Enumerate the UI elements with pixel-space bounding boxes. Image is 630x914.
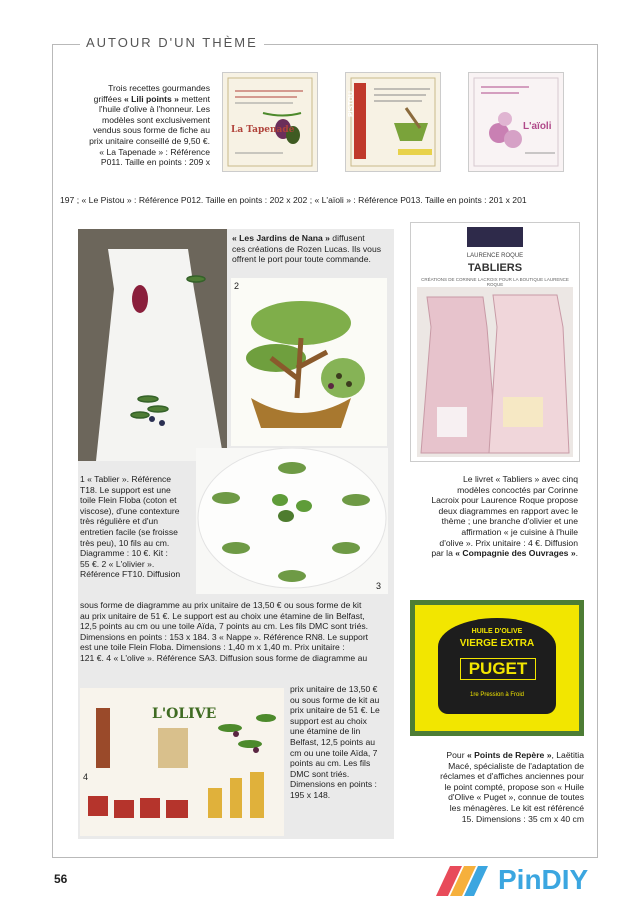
text-line: deux diagrammes en rapport avec le bbox=[438, 505, 578, 516]
text-line: P011. Taille en points : 209 x bbox=[100, 157, 210, 168]
puget-label-mid: VIERGE EXTRA bbox=[459, 638, 535, 649]
text-line: 1 « Tablier ». Référence bbox=[80, 474, 172, 484]
booklet-title: TABLIERS bbox=[467, 262, 523, 274]
text-line: 15. Dimensions : 35 cm x 40 cm bbox=[461, 813, 584, 824]
text-line: vendus sous forme de fiche au bbox=[92, 125, 210, 136]
text-line: affirmation « je cuisine à l'huile bbox=[461, 526, 578, 537]
text-line: 55 €. 2 « L'olivier ». bbox=[80, 558, 155, 569]
tabliers-booklet-cover bbox=[410, 222, 580, 462]
puget-brand: PUGET bbox=[460, 658, 536, 680]
apron-photo bbox=[78, 229, 227, 461]
pistou-chart-title: PISTOU bbox=[348, 91, 355, 117]
text-line: les ménagères. Le kit est référencé bbox=[449, 802, 584, 813]
image-number-2: 2 bbox=[234, 281, 240, 291]
text-line: l'huile d'olive à l'honneur. Les bbox=[99, 104, 210, 115]
text-line: entretien facile (se froisse bbox=[80, 526, 178, 537]
olive-tree-image bbox=[231, 278, 387, 446]
text-line: viscose), d'une contexture bbox=[80, 505, 180, 516]
text-line: d'Olive « Puget », connue de toutes bbox=[448, 792, 584, 803]
nana-body-tail bbox=[290, 684, 394, 801]
text-line: « Points de Repère » bbox=[466, 750, 552, 760]
text-line: très peu), 10 fils au cm. bbox=[80, 537, 170, 548]
text-line: Référence FT10. Diffusion bbox=[80, 569, 181, 580]
text-line: Dimensions en points : 153 x 184. 3 « Nappe ». Référence RN8. Le support bbox=[80, 631, 369, 642]
tabliers-text bbox=[410, 474, 578, 559]
text-line: thème ; une branche d'olivier et une bbox=[441, 516, 578, 527]
nana-body-narrow bbox=[80, 474, 198, 580]
pindiy-logo-icon bbox=[428, 860, 492, 904]
text-line: prix unitaire conseillé de 9,50 €. bbox=[89, 135, 210, 146]
text-line: offrent le port pour toute commande. bbox=[232, 254, 371, 265]
booklet-logo bbox=[467, 227, 523, 247]
tapenade-chart-image bbox=[222, 72, 318, 172]
puget-text bbox=[410, 750, 584, 824]
page-number: 56 bbox=[54, 872, 68, 886]
text-line: très régulière et d'un bbox=[80, 516, 159, 527]
text-line: support est au choix bbox=[290, 715, 367, 726]
text-line: 121 €. 4 « L'olive ». Référence SA3. Diffusion sous forme de diagramme au bbox=[80, 652, 368, 663]
text-line: 195 x 148. bbox=[290, 789, 331, 800]
olive-chart-image bbox=[80, 688, 284, 836]
text-line: prix unitaire de 51 €. Le bbox=[290, 705, 380, 716]
image-number-3: 3 bbox=[376, 581, 382, 591]
text-line: toile Flein Floba (coton et bbox=[80, 495, 177, 506]
text-line: DMC sont triés. bbox=[290, 768, 350, 779]
watermark-text: PinDIY bbox=[498, 864, 589, 895]
text-line: , Laëtitia bbox=[551, 750, 584, 760]
text-line: Diagramme : 10 €. Kit : bbox=[80, 548, 168, 559]
text-line: Pour bbox=[446, 750, 467, 760]
booklet-author: LAURENCE ROQUE bbox=[466, 253, 524, 259]
text-line: est une toile Flein Floba. Dimensions : 1,40 m x 1,40 m. Prix unitaire : bbox=[80, 642, 345, 653]
image-number-4: 4 bbox=[83, 772, 89, 782]
text-line: Belfast, 12,5 points au bbox=[290, 736, 376, 747]
text-line: Dimensions en points : bbox=[290, 779, 377, 790]
pistou-chart-image bbox=[345, 72, 441, 172]
nana-body-wide bbox=[80, 600, 392, 664]
text-line: mettent bbox=[178, 93, 210, 104]
text-line: modèles sont exclusivement bbox=[102, 114, 210, 125]
text-line: le point compté, propose son « Huile bbox=[444, 781, 584, 792]
text-line: . bbox=[575, 548, 578, 559]
aioli-chart-image bbox=[468, 72, 564, 172]
apron-illustration bbox=[78, 229, 227, 461]
text-line: prix unitaire de 13,50 € bbox=[290, 684, 378, 694]
text-line: « Lili points » bbox=[124, 93, 179, 104]
tablecloth-image bbox=[196, 448, 388, 594]
text-line: 12,5 points au cm ou une toile Aïda, 7 points au cm. Les fils DMC sont triés. bbox=[80, 621, 369, 632]
nana-intro bbox=[232, 233, 392, 265]
page-section-title: AUTOUR D'UN THÈME bbox=[80, 35, 264, 50]
text-line: au prix unitaire de 51 €. Le support est au choix une étamine de lin Belfast, bbox=[80, 610, 365, 621]
aprons-photo bbox=[417, 287, 573, 457]
puget-label-small: 1re Pression à Froid bbox=[469, 692, 525, 698]
tapenade-chart-title: La Tapenade bbox=[231, 125, 295, 135]
booklet-subtitle: CRÉATIONS DE CORINNE LACROIX POUR LA BOUTIQUE LAURENCE ROQUE bbox=[421, 277, 569, 287]
text-line: modèles concoctés par Corinne bbox=[457, 484, 578, 495]
text-line: « La Tapenade » : Référence bbox=[99, 146, 210, 157]
text-line: d'olive ». Prix unitaire : 4 €. Diffusion bbox=[439, 537, 578, 548]
text-line: Macé, spécialiste de l'adaptation de bbox=[448, 760, 584, 771]
text-line: une étamine de lin bbox=[290, 726, 361, 737]
text-line: cm ou une toile Aïda, 7 bbox=[290, 747, 378, 758]
text-line: Trois recettes gourmandes bbox=[108, 83, 210, 93]
text-line: T18. Le support est une bbox=[80, 484, 171, 495]
lili-intro bbox=[60, 83, 210, 168]
text-line: diffusent bbox=[329, 233, 365, 243]
olive-tree-illustration bbox=[231, 278, 387, 446]
tablecloth-illustration bbox=[196, 448, 388, 594]
tapenade-illustration bbox=[223, 73, 317, 171]
text-line: « Compagnie des Ouvrages » bbox=[455, 548, 576, 559]
aioli-chart-title: L'aïoli bbox=[523, 121, 552, 132]
text-line: « Les Jardins de Nana » bbox=[232, 233, 330, 243]
puget-label-image bbox=[410, 600, 584, 736]
text-line: réclames et d'affiches anciennes pour bbox=[440, 771, 584, 782]
text-line: sous forme de diagramme au prix unitaire de 13,50 € ou sous forme de kit bbox=[80, 600, 362, 610]
text-line: par la bbox=[431, 548, 456, 559]
text-line: griffées bbox=[93, 93, 125, 104]
text-line: ces créations de Rozen Lucas. Ils vous bbox=[232, 243, 382, 254]
text-line: points au cm. Les fils bbox=[290, 758, 371, 769]
puget-label-top: HUILE D'OLIVE bbox=[471, 628, 523, 635]
olive-chart-title: L'OLIVE bbox=[152, 706, 217, 722]
lili-refs-line: 197 ; « Le Pistou » : Référence P012. Taille en points : 202 x 202 ; « L'aïoli » : Référence P013. Taille en points : 201 x 201 bbox=[60, 195, 527, 205]
pistou-illustration bbox=[346, 73, 440, 171]
text-line: Le livret « Tabliers » avec cinq bbox=[463, 474, 578, 484]
text-line: Lacroix pour Laurence Roque propose bbox=[431, 495, 578, 506]
text-line: ou sous forme de kit au bbox=[290, 694, 380, 705]
